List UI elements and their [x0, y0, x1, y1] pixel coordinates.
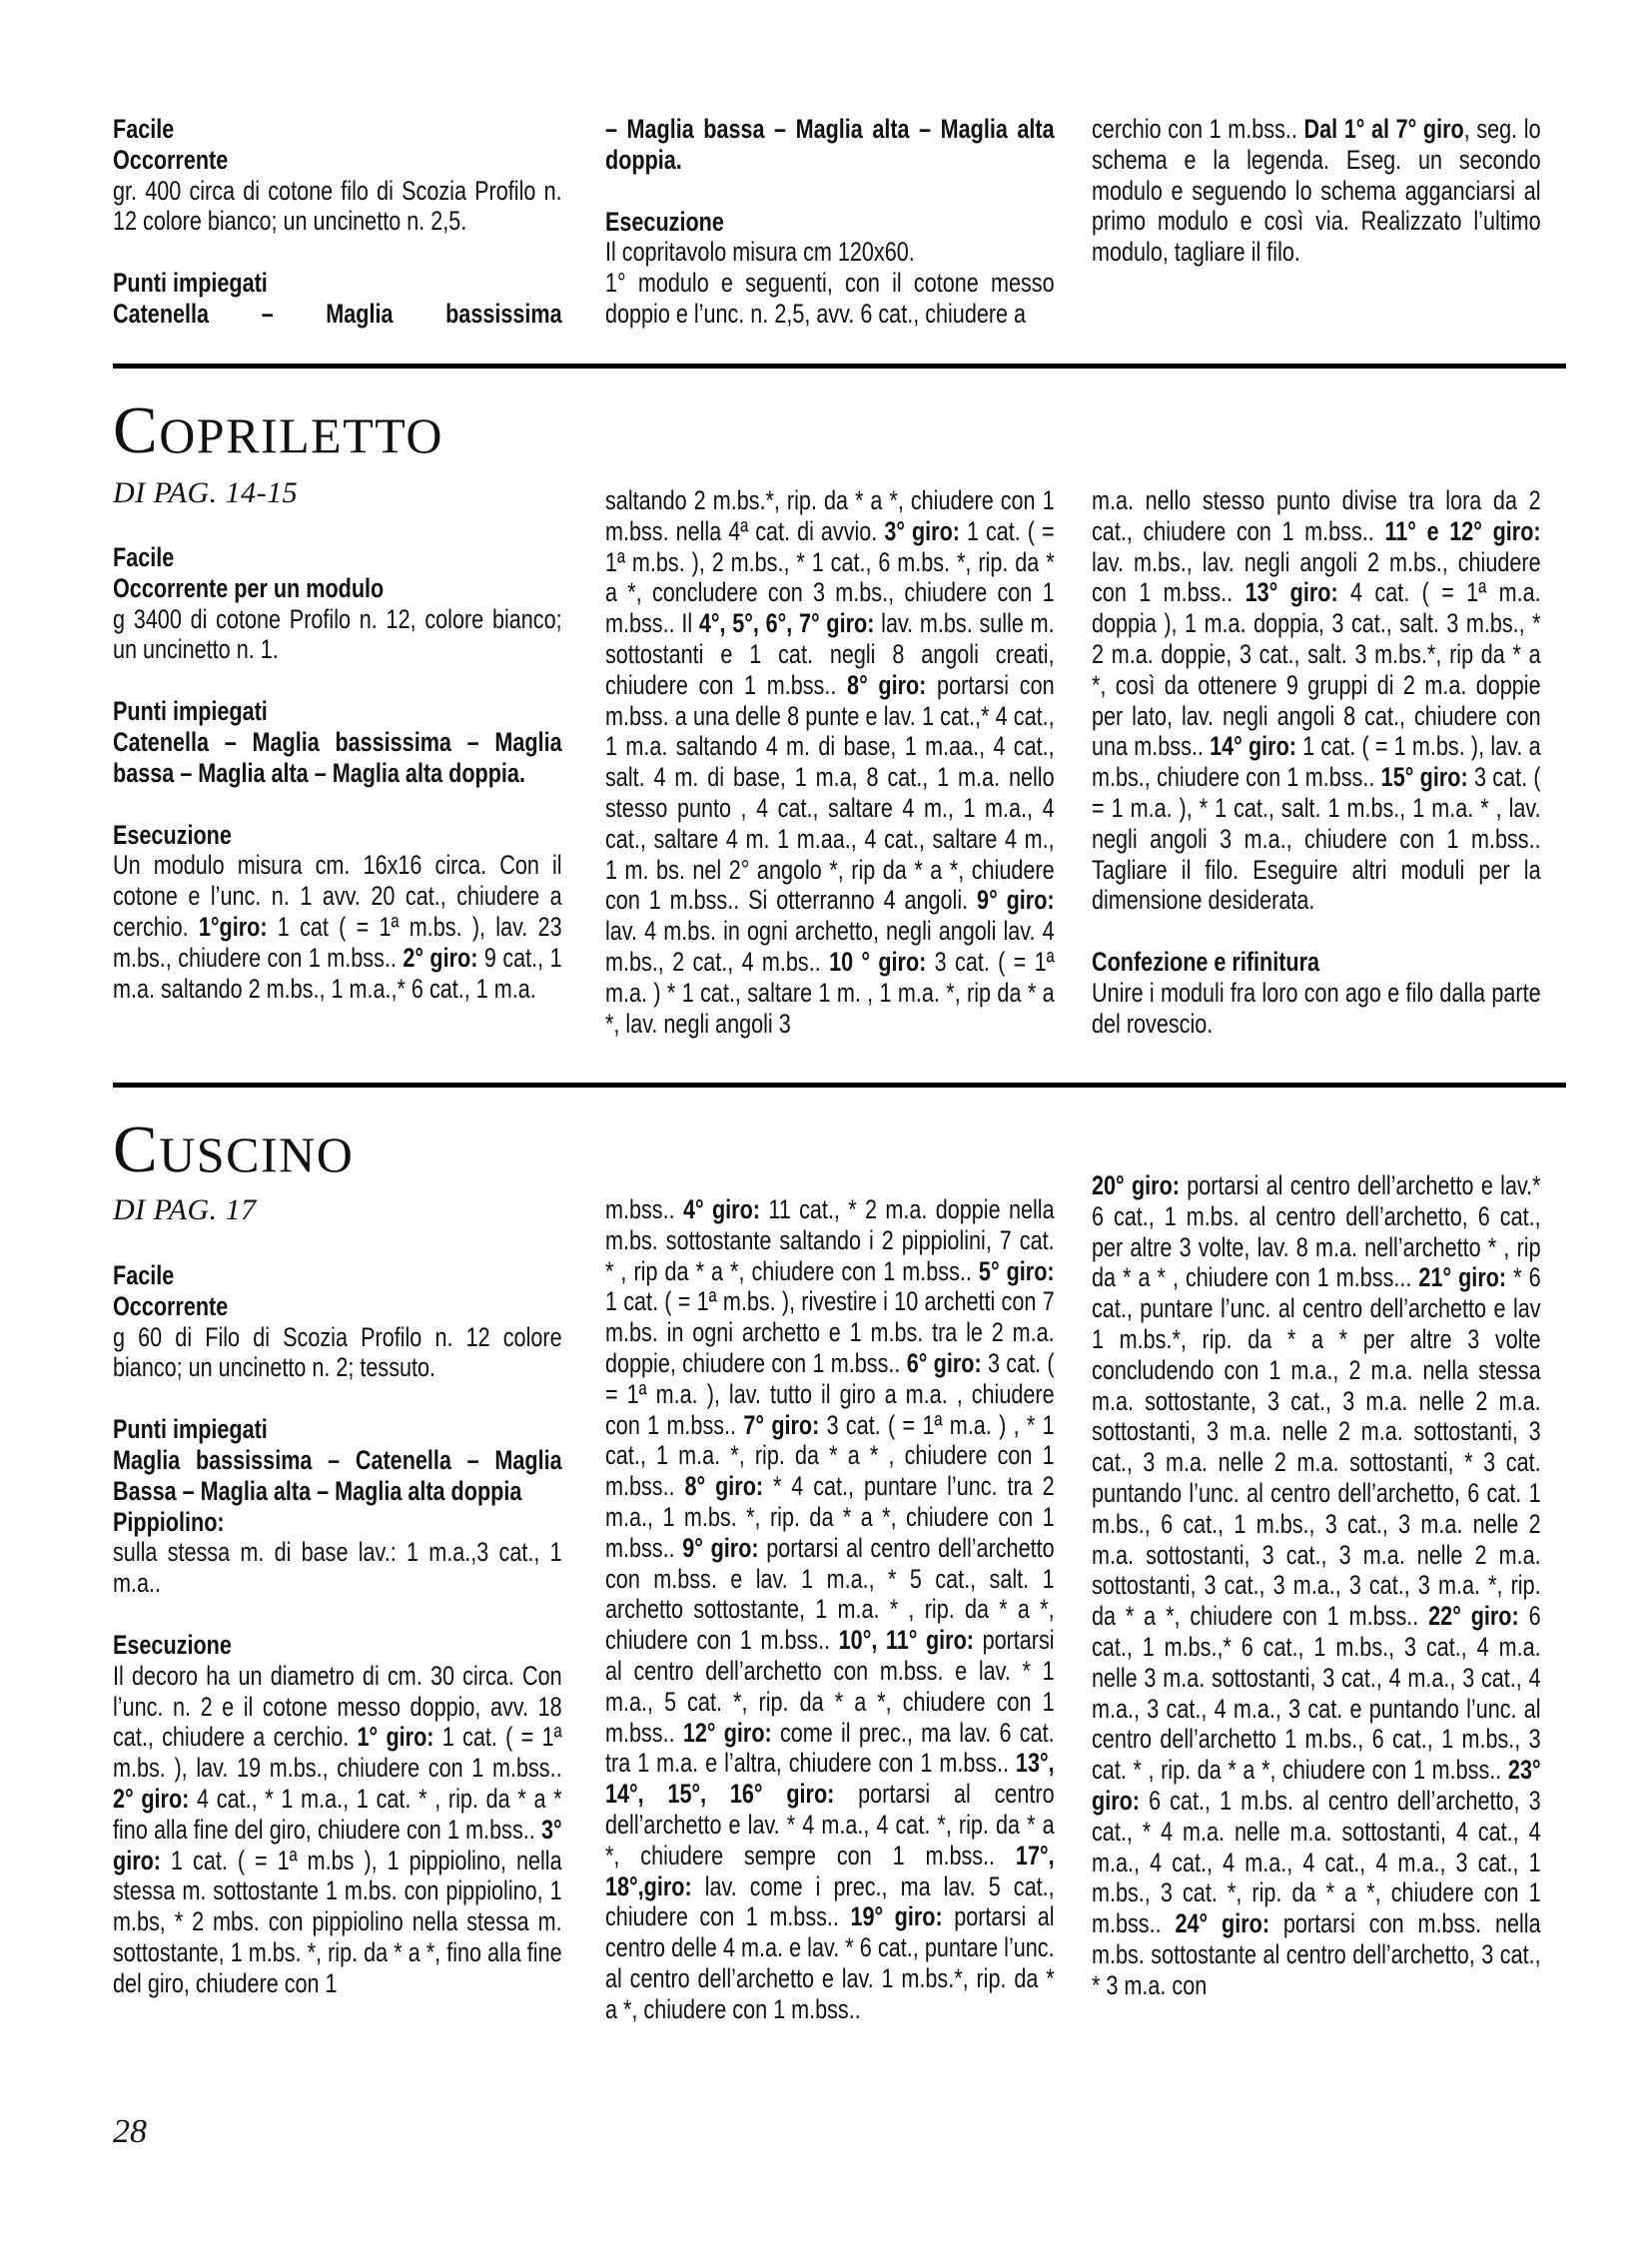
text-block: g 3400 di cotone Profilo n. 12, colore bianco; un uncinetto n. 1.: [113, 603, 562, 665]
heading: Occorrente: [113, 144, 229, 175]
spacer: [113, 789, 562, 820]
text-block: m.bss.. 4° giro: 11 cat., * 2 m.a. doppie nella m.bs. sottostante saltando i 2 pippiolini, 7 cat. * , rip da * a *, chiudere con 1 m.bss.. 5° giro: 1 cat. ( = 1ª m.bs. ), rivestire i 10 archetti con 7 m.bs. in ogni archetto e 1 m.bs. tra le 2 m.a. doppie, chiudere con 1 m.bss.. 6° giro: 3 cat. ( = 1ª m.a. ), lav. tutto il giro a m.a. , chiudere con 1 m.bss.. 7° giro: 3 cat. ( = 1ª m.a. ) , * 1 cat., 1 m.a. *, rip. da * a * , chiudere con 1 m.bss.. 8° giro: * 4 cat., puntare l’unc. tra 2 m.a., 1 m.bs. *, rip. da * a *, chiudere con 1 m.bss.. 9° giro: portarsi al centro dell’archetto con m.bss. e lav. 1 m.a., * 5 cat., salt. 1 archetto sottostante, 1 m.a. * , rip. da * a *, chiudere con 1 m.bss.. 10°, 11° giro: portarsi al centro dell’archetto con m.bss. e lav. * 1 m.a., 5 cat. *, rip. da * a *, chiudere con 1 m.bss.. 12° giro: come il prec., ma lav. 6 cat. tra 1 m.a. e l’altra, chiudere con 1 m.bss.. 13°, 14°, 15°, 16° giro: portarsi al centro dell’archetto e lav. * 4 m.a., 4 cat. *, rip. da * a *, chiudere sempre con 1 m.bss.. 17°, 18°,giro: lav. come i prec., ma lav. 5 cat., chiudere con 1 m.bss.. 19° giro: portarsi al centro delle 4 m.a. e lav. * 6 cat., puntare l’unc. al centro dell’archetto e lav. 1 m.bs.*, rip. da * a *, chiudere con 1 m.bss..: [605, 1194, 1055, 2024]
column-copriletto-right: [1092, 485, 1541, 1040]
text-block: Catenella – Maglia bassissima: [113, 298, 562, 329]
spacer: [1092, 916, 1541, 947]
text-block: cerchio con 1 m.bss.. Dal 1° al 7° giro, seg. lo schema e la legenda. Eseg. un secondo modulo e seguendo lo schema agganciarsi al primo modulo e così via. Realizzato l’ultimo modulo, tagliare il filo.: [1092, 114, 1541, 268]
heading: Pippiolino:: [113, 1506, 225, 1537]
heading: Facile: [113, 114, 175, 144]
column-cuscino-right: [1092, 1170, 1541, 2001]
heading: Esecuzione: [113, 819, 232, 850]
spacer: [113, 665, 562, 696]
page-number: 28: [113, 2113, 147, 2150]
section-title-cuscino: CUSCINO: [113, 1113, 355, 1186]
heading: Punti impiegati: [113, 1414, 268, 1445]
text-block: Un modulo misura cm. 16x16 circa. Con il cotone e l’unc. n. 1 avv. 20 cat., chiudere a cerchio. 1°giro: 1 cat ( = 1ª m.bs. ), lav. 23 m.bs., chiudere con 1 m.bss.. 2° giro: 9 cat., 1 m.a. saltando 2 m.bs., 1 m.a.,* 6 cat., 1 m.a.: [113, 850, 562, 1004]
column-copriletto-left: [113, 542, 562, 1004]
text-block: Maglia bassissima – Catenella – Maglia Bassa – Maglia alta – Maglia alta doppia: [113, 1444, 562, 1506]
column-intro-left: [113, 114, 562, 330]
text-block: m.a. nello stesso punto divise tra lora da 2 cat., chiudere con 1 m.bss.. 11° e 12° giro: lav. m.bs., lav. negli angoli 2 m.bs., chiudere con 1 m.bss.. 13° giro: 4 cat. ( = 1ª m.a. doppia ), 1 m.a. doppia, 3 cat., salt. 3 m.bs., * 2 m.a. doppie, 3 cat., salt. 3 m.bs.*, rip da * a *, così da ottenere 9 gruppi di 2 m.a. doppie per lato, lav. negli angoli 8 cat., chiudere con una m.bss.. 14° giro: 1 cat. ( = 1 m.bs. ), lav. a m.bs., chiudere con 1 m.bss.. 15° giro: 3 cat. ( = 1 m.a. ), * 1 cat., salt. 1 m.bs., 1 m.a. * , lav. negli angoli 3 m.a., chiudere con 1 m.bss.. Tagliare il filo. Eseguire altri moduli per la dimensione desiderata.: [1092, 485, 1541, 916]
column-intro-center: [605, 114, 1055, 330]
text-block: – Maglia bassa – Maglia alta – Maglia alta doppia.: [605, 114, 1055, 175]
heading: Esecuzione: [605, 206, 724, 237]
heading: Punti impiegati: [113, 268, 268, 299]
heading: Occorrente: [113, 1290, 229, 1321]
text-block: g 60 di Filo di Scozia Profilo n. 12 colore bianco; un uncinetto n. 2; tessuto.: [113, 1321, 562, 1383]
spacer: [605, 176, 1055, 207]
column-cuscino-center: [605, 1194, 1055, 2025]
section-subtitle-cuscino: DI PAG. 17: [113, 1193, 257, 1226]
heading: Occorrente per un modulo: [113, 572, 385, 603]
text-block: sulla stessa m. di base lav.: 1 m.a.,3 cat., 1 m.a..: [113, 1537, 562, 1599]
section-divider: [113, 1083, 1566, 1088]
section-title-copriletto: COPRILETTO: [113, 393, 443, 467]
text-block: saltando 2 m.bs.*, rip. da * a *, chiudere con 1 m.bss. nella 4ª cat. di avvio. 3° giro: 1 cat. ( = 1ª m.bs. ), 2 m.bs., * 1 cat., 6 m.bs. *, rip. da * a *, concludere con 3 m.bs., chiudere con 1 m.bss.. Il 4°, 5°, 6°, 7° giro: lav. m.bs. sulle m. sottostanti e 1 cat. negli 8 angoli creati, chiudere con 1 m.bss.. 8° giro: portarsi con m.bss. a una delle 8 punte e lav. 1 cat.,* 4 cat., 1 m.a. saltando 4 m. di base, 1 m.aa., 4 cat., salt. 4 m. di base, 1 m.a, 8 cat., 1 m.a. nello stesso punto , 4 cat., saltare 4 m., 1 m.a., 4 cat., saltare 4 m. 1 m.aa., 4 cat., saltare 4 m., 1 m. bs. nel 2° angolo *, rip da * a *, chiudere con 1 m.bss.. Si otterranno 4 angoli. 9° giro: lav. 4 m.bs. in ogni archetto, negli angoli lav. 4 m.bs., 2 cat., 4 m.bs.. 10 ° giro: 3 cat. ( = 1ª m.a. ) * 1 cat., saltare 1 m. , 1 m.a. *, rip da * a *, lav. negli angoli 3: [605, 485, 1055, 1039]
text-block: Il decoro ha un diametro di cm. 30 circa. Con l’unc. n. 2 e il cotone messo doppio, avv. 18 cat., chiudere a cerchio. 1° giro: 1 cat. ( = 1ª m.bs. ), lav. 19 m.bs., chiudere con 1 m.bss.. 2° giro: 4 cat., * 1 m.a., 1 cat. * , rip. da * a * fino alla fine del giro, chiudere con 1 m.bss.. 3° giro: 1 cat. ( = 1ª m.bs ), 1 pippiolino, nella stessa m. sottostante 1 m.bs. con pippiolino, 1 m.bs, * 2 mbs. con pippiolino nella stessa m. sottostante, 1 m.bs. *, rip. da * a *, fino alla fine del giro, chiudere con 1: [113, 1660, 562, 1998]
spacer: [113, 237, 562, 268]
text-block: gr. 400 circa di cotone filo di Scozia Profilo n. 12 colore bianco; un uncinetto n. 2,5.: [113, 175, 562, 237]
heading: Punti impiegati: [113, 696, 268, 727]
text-block: 20° giro: portarsi al centro dell’archetto e lav.* 6 cat., 1 m.bs. al centro dell’archetto, 6 cat., per altre 3 volte, lav. 8 m.a. nell’archetto * , rip da * a * , chiudere con 1 m.bss... 21° giro: * 6 cat., puntare l’unc. al centro dell’archetto e lav 1 m.bs.*, rip. da * a * per altre 3 volte concludendo con 1 m.a., 2 m.a. nella stessa m.a. sottostante, 3 cat., 3 m.a. nelle 2 m.a. sottostanti, 3 m.a. nelle 2 m.a. sottostanti, 3 cat., 3 m.a. nelle 2 m.a. sottostanti, * 3 cat. puntando l’unc. al centro dell’archetto, 6 cat. 1 m.bs., 6 cat., 1 m.bs., 3 cat., 3 m.a. nelle 2 m.a. sottostanti, 3 cat., 3 m.a. nelle 2 m.a. sottostanti, 3 cat., 3 m.a., 3 cat., 3 m.a. *, rip. da * a *, chiudere con 1 m.bss.. 22° giro: 6 cat., 1 m.bs.,* 6 cat., 1 m.bs., 3 cat., 4 m.a. nelle 3 m.a. sottostanti, 3 cat., 4 m.a., 3 cat., 4 m.a., 3 cat., 4 m.a., 3 cat. e puntando l’unc. al centro dell’archetto 1 m.bs., 6 cat., 1 m.bs., 3 cat. * , rip. da * a *, chiudere con 1 m.bss.. 23° giro: 6 cat., 1 m.bs. al centro dell’archetto, 3 cat., * 4 m.a. nelle m.a. sottostanti, 4 cat., 4 m.a., 4 cat., 4 m.a., 4 cat., 4 m.a., 3 cat., 1 m.bs., 3 cat. *, rip. da * a *, chiudere con 1 m.bss.. 24° giro: portarsi con m.bss. nella m.bs. sottostante al centro dell’archetto, 3 cat., * 3 m.a. con: [1092, 1170, 1541, 2000]
text-block: Unire i moduli fra loro con ago e filo dalla parte del rovescio.: [1092, 977, 1541, 1039]
column-cuscino-left: [113, 1260, 562, 1999]
heading: Confezione e rifinitura: [1092, 947, 1320, 978]
text-block: Catenella – Maglia bassissima – Maglia bassa – Maglia alta – Maglia alta doppia.: [113, 726, 562, 788]
section-divider: [113, 364, 1566, 369]
spacer: [113, 1383, 562, 1414]
heading: Facile: [113, 542, 175, 572]
column-copriletto-center: [605, 485, 1055, 1039]
text-block: 1° modulo e seguenti, con il cotone messo doppio e l’unc. n. 2,5, avv. 6 cat., chiudere a: [605, 268, 1055, 329]
heading: Esecuzione: [113, 1629, 232, 1660]
column-intro-right: [1092, 114, 1541, 268]
heading: Facile: [113, 1260, 175, 1290]
spacer: [113, 1599, 562, 1630]
section-subtitle-copriletto: DI PAG. 14-15: [113, 476, 299, 509]
text-block: Il copritavolo misura cm 120x60.: [605, 237, 915, 268]
